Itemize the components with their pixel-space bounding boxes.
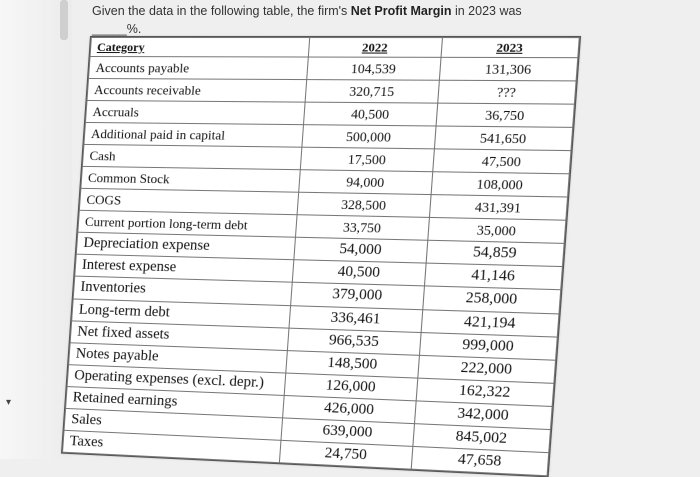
row-category: Retained earnings (66, 386, 285, 417)
row-value-2022: 94,000 (299, 170, 433, 195)
header-2022: 2022 (308, 38, 442, 58)
row-value-2023: 999,000 (419, 332, 557, 360)
row-category: Notes payable (69, 342, 288, 372)
row-category: Accruals (85, 101, 305, 125)
table-header-row (90, 38, 579, 58)
row-value-2022: 639,000 (281, 418, 415, 447)
row-value-2022: 33,750 (295, 215, 429, 241)
row-value-2022: 328,500 (297, 193, 431, 218)
row-value-2022: 104,539 (307, 57, 441, 80)
row-category: Accounts receivable (87, 79, 307, 103)
row-value-2022: 24,750 (279, 440, 412, 469)
row-value-2023: 36,750 (436, 103, 574, 127)
row-category: Accounts payable (89, 57, 309, 80)
row-value-2023: 35,000 (428, 218, 566, 244)
row-value-2023: 162,322 (416, 378, 554, 406)
row-category: Interest expense (75, 255, 294, 283)
row-category: Net fixed assets (70, 320, 289, 350)
row-value-2023: 222,000 (418, 355, 556, 383)
row-value-2023: 421,194 (421, 309, 559, 336)
row-value-2023: 47,658 (411, 446, 549, 476)
row-category: Cash (82, 145, 301, 170)
row-value-2023: 108,000 (431, 172, 569, 197)
row-value-2022: 40,500 (303, 102, 437, 126)
row-value-2022: 500,000 (302, 125, 436, 149)
question-keyword: Net Profit Margin (350, 4, 452, 18)
row-value-2022: 148,500 (286, 350, 420, 378)
answer-blank[interactable]: _____%. (92, 22, 142, 36)
data-table-photo (61, 36, 581, 477)
row-category: Common Stock (81, 167, 300, 193)
row-category: Additional paid in capital (84, 123, 304, 148)
row-value-2023: 131,306 (439, 57, 577, 81)
row-value-2023: 431,391 (429, 195, 567, 221)
question-prefix: Given the data in the following table, the firm's (92, 4, 351, 18)
row-value-2022: 336,461 (289, 305, 423, 332)
row-value-2023: 845,002 (413, 423, 551, 452)
row-value-2022: 126,000 (284, 373, 418, 401)
row-category: COGS (79, 189, 298, 215)
header-2023: 2023 (441, 38, 579, 58)
row-category: Current portion long-term debt (78, 211, 297, 238)
row-value-2023: 342,000 (415, 401, 553, 430)
row-value-2022: 379,000 (291, 283, 425, 310)
row-value-2022: 40,500 (292, 260, 426, 286)
row-category: Operating expenses (excl. depr.) (67, 364, 286, 395)
table-body (63, 57, 578, 476)
question-suffix: in 2023 was (451, 4, 522, 18)
row-value-2023: 54,859 (426, 241, 564, 267)
caret-down-icon[interactable]: ▾ (6, 397, 12, 408)
row-value-2023: ??? (438, 80, 576, 104)
row-value-2023: 541,650 (434, 126, 572, 151)
row-category: Taxes (63, 430, 281, 463)
row-value-2022: 54,000 (294, 238, 428, 264)
row-category: Depreciation expense (76, 233, 295, 261)
table-row (89, 57, 578, 81)
row-value-2022: 966,535 (287, 328, 421, 355)
row-value-2022: 320,715 (305, 80, 439, 104)
row-category: Inventories (73, 277, 292, 306)
row-category: Long-term debt (72, 299, 291, 328)
row-value-2023: 258,000 (423, 286, 561, 313)
row-value-2023: 41,146 (424, 264, 562, 291)
row-value-2022: 426,000 (283, 395, 417, 423)
data-table (62, 37, 580, 476)
header-category: Category (90, 38, 310, 58)
row-value-2022: 17,500 (300, 147, 434, 172)
row-value-2023: 47,500 (433, 149, 571, 174)
row-category: Sales (64, 408, 283, 440)
